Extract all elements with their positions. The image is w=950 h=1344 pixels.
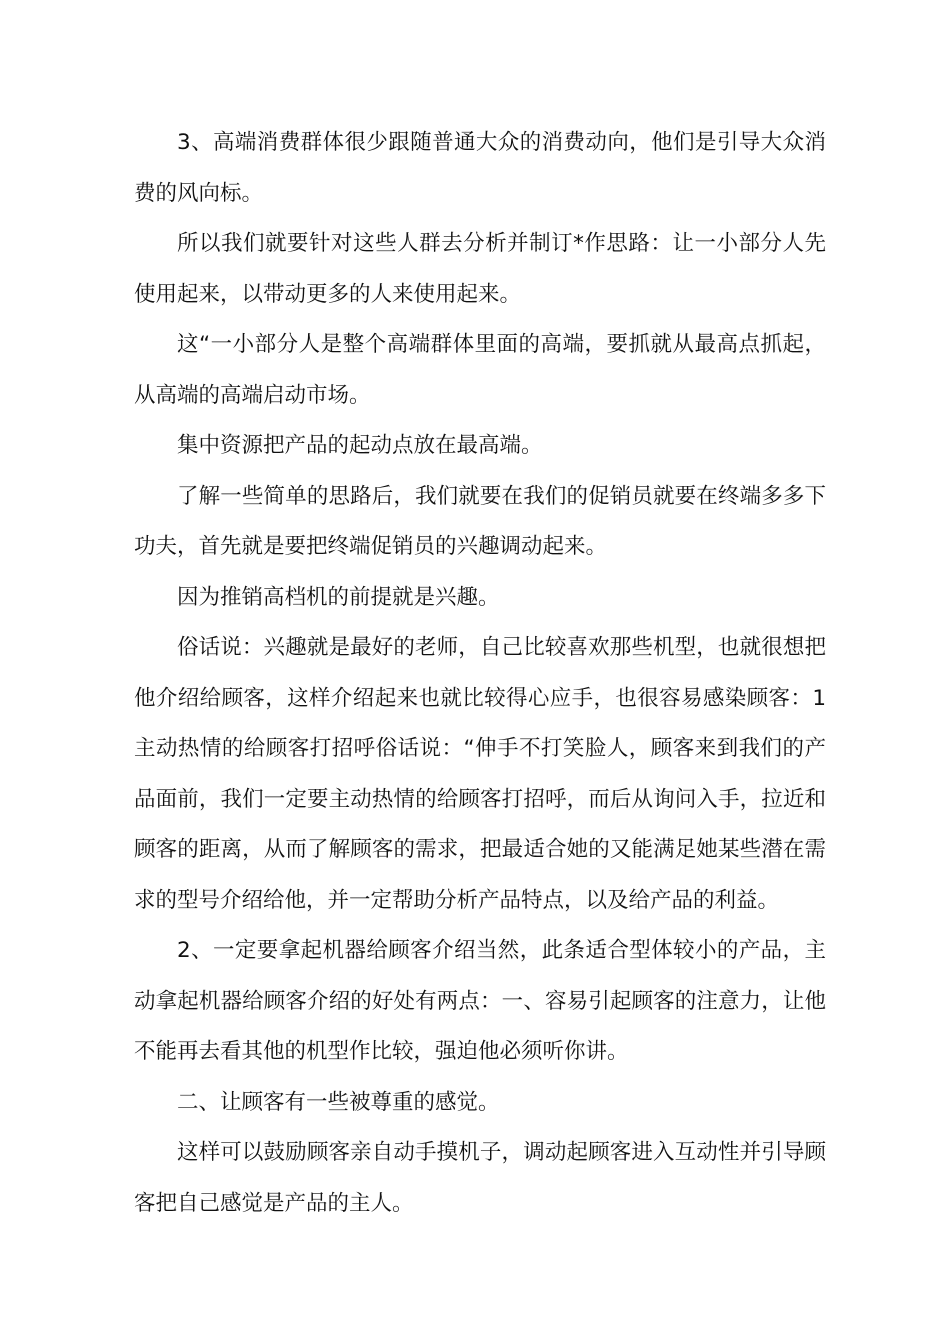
paragraph-1: 3、高端消费群体很少跟随普通大众的消费动向，他们是引导大众消费的风向标。 — [134, 130, 826, 206]
paragraph-10: 这样可以鼓励顾客亲自动手摸机子，调动起顾客进入互动性并引导顾客把自己感觉是产品的主人。 — [134, 1140, 826, 1216]
paragraph-2: 所以我们就要针对这些人群去分析并制订*作思路：让一小部分人先使用起来，以带动更多的人来使用起来。 — [134, 231, 826, 307]
paragraph-4: 集中资源把产品的起动点放在最高端。 — [177, 433, 543, 458]
paragraph-3: 这“一小部分人是整个高端群体里面的高端，要抓就从最高点抓起，从高端的高端启动市场。 — [134, 332, 826, 408]
paragraph-9: 二、让顾客有一些被尊重的感觉。 — [177, 1089, 500, 1115]
paragraph-6: 因为推销高档机的前提就是兴趣。 — [177, 584, 500, 610]
paragraph-8: 2、一定要拿起机器给顾客介绍当然，此条适合型体较小的产品，主动拿起机器给顾客介绍的好处有两点：一、容易引起顾客的注意力，让他不能再去看其他的机型作比较，强迫他必须听你讲。 — [134, 938, 826, 1064]
paragraph-7: 俗话说：兴趣就是最好的老师，自己比较喜欢那些机型，也就很想把他介绍给顾客，这样介绍起来也就比较得心应手，也很容易感染顾客：1主动热情的给顾客打招呼俗话说：“伸手不打笑脸人，顾客来到我们的产品面前，我们一定要主动热情的给顾客打招呼，而后从询问入手，拉近和顾客的距离，从而了解顾客的需求，把最适合她的又能满足她某些潜在需求的型号介绍给他，并一定帮助分析产品特点，以及给产品的利益。 — [134, 635, 826, 913]
document-body — [134, 118, 826, 1229]
paragraph-5: 了解一些简单的思路后，我们就要在我们的促销员就要在终端多多下功夫，首先就是要把终端促销员的兴趣调动起来。 — [134, 483, 826, 559]
